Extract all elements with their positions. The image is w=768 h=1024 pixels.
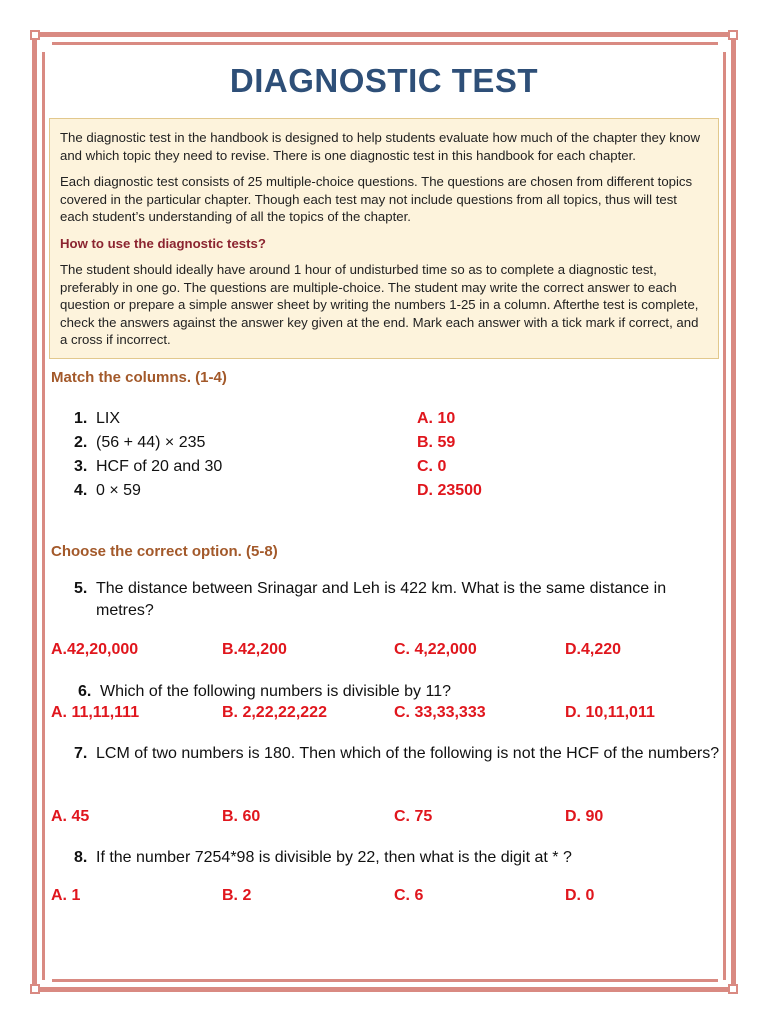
option-c: C. 6 — [394, 887, 424, 904]
option-b: B. 60 — [222, 808, 261, 825]
option-a: A. 11,11,111 — [51, 704, 140, 721]
option-a: A.42,20,000 — [51, 641, 139, 658]
howto-heading: How to use the diagnostic tests? — [60, 235, 266, 251]
question-6 — [78, 681, 730, 703]
option-c: C. 4,22,000 — [394, 641, 477, 658]
match-item-number: 2. — [74, 434, 88, 451]
match-item-text: (56 + 44) × 235 — [96, 434, 206, 451]
match-answer: A. 10 — [417, 410, 456, 427]
match-answer: C. 0 — [417, 458, 447, 475]
intro-box — [49, 118, 719, 359]
question-number: 8. — [74, 849, 88, 866]
match-item-text: HCF of 20 and 30 — [96, 458, 223, 475]
match-item-number: 4. — [74, 482, 88, 499]
frame-corner-tr — [728, 30, 738, 40]
option-d: D. 90 — [565, 808, 604, 825]
frame-left-outer — [32, 40, 37, 990]
question-text: If the number 7254*98 is divisible by 22, then what is the digit at * ? — [96, 849, 572, 866]
frame-corner-br — [728, 984, 738, 994]
question-8 — [74, 847, 726, 869]
option-d: D. 0 — [565, 887, 595, 904]
match-item-text: 0 × 59 — [96, 482, 141, 499]
option-a: A. 45 — [51, 808, 90, 825]
frame-corner-tl — [30, 30, 40, 40]
intro-paragraph-3: The student should ideally have around 1 hour of undisturbed time so as to complete a diagnostic test, preferably in one go. The questions are multiple-choice. The student may write the correct answer to each question or prepare a simple answer sheet by writing the numbers 1-25 in a column. Afterthe test is complete, check the answers against the answer key given at the end. Mark each answer with a tick mark if correct, and a cross if incorrect. — [60, 262, 699, 347]
question-text: Which of the following numbers is divisible by 11? — [100, 683, 451, 700]
option-b: B. 2,22,22,222 — [222, 704, 327, 721]
question-text: LCM of two numbers is 180. Then which of the following is not the HCF of the numbers? — [96, 745, 720, 762]
question-5 — [74, 578, 726, 622]
match-answer: D. 23500 — [417, 482, 482, 499]
intro-paragraph-1: The diagnostic test in the handbook is designed to help students evaluate how much of the chapter they know and which topic they need to revise. There is one diagnostic test in this handbook for each chapter. — [60, 130, 701, 163]
match-item — [74, 432, 205, 454]
frame-left-inner — [42, 52, 45, 980]
match-item — [74, 480, 141, 502]
option-b: B.42,200 — [222, 641, 287, 658]
question-number: 7. — [74, 745, 88, 762]
question-text: The distance between Srinagar and Leh is 422 km. What is the same distance in metres? — [96, 580, 667, 619]
option-c: C. 75 — [394, 808, 433, 825]
question-number: 6. — [78, 683, 92, 700]
question-number: 5. — [74, 580, 88, 597]
frame-top-inner — [52, 42, 718, 45]
match-item — [74, 408, 120, 430]
option-d: D. 10,11,011 — [565, 704, 655, 721]
option-c: C. 33,33,333 — [394, 704, 486, 721]
match-item-text: LIX — [96, 410, 121, 427]
match-item — [74, 456, 222, 478]
frame-bottom-inner — [52, 979, 718, 982]
match-item-number: 1. — [74, 410, 88, 427]
choose-section-heading: Choose the correct option. (5-8) — [51, 543, 278, 560]
frame-corner-bl — [30, 984, 40, 994]
frame-right-inner — [723, 52, 726, 980]
frame-bottom-outer — [40, 987, 730, 992]
intro-paragraph-2: Each diagnostic test consists of 25 multiple-choice questions. The questions are chosen from different topics covered in the particular chapter. Though each test may not include questions from all topics, thus will test each student’s understanding of all the topics of the chapter. — [60, 174, 693, 224]
option-a: A. 1 — [51, 887, 81, 904]
match-item-number: 3. — [74, 458, 88, 475]
match-answer: B. 59 — [417, 434, 456, 451]
question-7 — [74, 743, 726, 765]
option-d: D.4,220 — [565, 641, 622, 658]
page-title: DIAGNOSTIC TEST — [229, 62, 539, 99]
option-b: B. 2 — [222, 887, 252, 904]
frame-right-outer — [731, 40, 736, 990]
frame-top-outer — [40, 32, 730, 37]
match-section-heading: Match the columns. (1-4) — [51, 369, 227, 386]
